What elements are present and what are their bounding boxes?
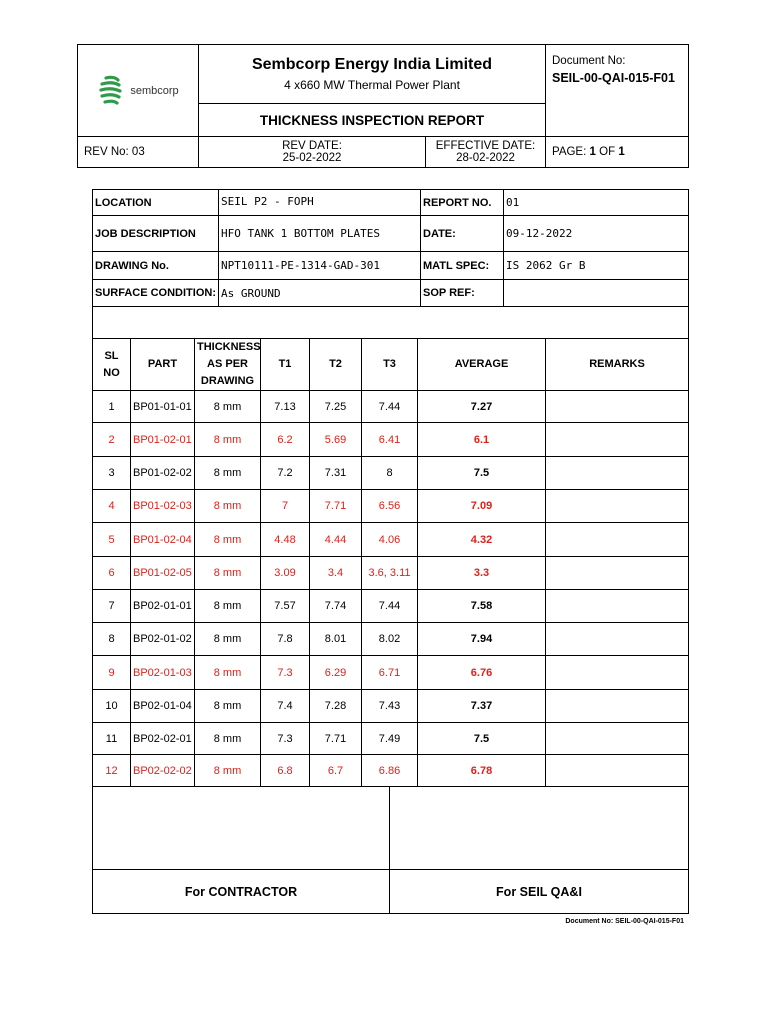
- measurement-table: [92, 338, 689, 787]
- average-cell: 6.78: [418, 755, 546, 787]
- date-value: 09-12-2022: [504, 216, 689, 252]
- thickness-cell: 8 mm: [195, 755, 261, 787]
- thickness-cell: 8 mm: [195, 423, 261, 457]
- table-row: [93, 723, 689, 755]
- surface-condition-value: As GROUND: [219, 280, 421, 307]
- sl-cell: 2: [93, 423, 131, 457]
- sl-cell: 4: [93, 490, 131, 523]
- rev-date-cell: [199, 137, 426, 167]
- t2-cell: 7.31: [310, 457, 362, 490]
- document-no-cell: [546, 45, 689, 137]
- logo-cell: [78, 45, 199, 137]
- table-row: [93, 755, 689, 787]
- rev-no: REV No: 03: [78, 137, 199, 168]
- t2-cell: 5.69: [310, 423, 362, 457]
- average-cell: 7.09: [418, 490, 546, 523]
- sl-cell: 8: [93, 623, 131, 656]
- col-t1: T1: [261, 339, 310, 391]
- thickness-cell: 8 mm: [195, 690, 261, 723]
- sop-ref-label: SOP REF:: [421, 280, 504, 307]
- t2-cell: 7.25: [310, 391, 362, 423]
- t1-cell: 6.2: [261, 423, 310, 457]
- thickness-cell: 8 mm: [195, 557, 261, 590]
- part-cell: BP01-02-04: [131, 523, 195, 557]
- average-cell: 7.5: [418, 723, 546, 755]
- thickness-cell: 8 mm: [195, 523, 261, 557]
- part-cell: BP01-02-01: [131, 423, 195, 457]
- remarks-cell: [546, 391, 689, 423]
- remarks-cell: [546, 423, 689, 457]
- seil-signature-area: [390, 787, 689, 870]
- part-cell: BP01-02-03: [131, 490, 195, 523]
- remarks-cell: [546, 690, 689, 723]
- rev-date: 25-02-2022: [282, 152, 342, 164]
- t1-cell: 7.8: [261, 623, 310, 656]
- t3-cell: 7.44: [362, 391, 418, 423]
- table-row: [93, 690, 689, 723]
- t2-cell: 7.74: [310, 590, 362, 623]
- average-cell: 7.94: [418, 623, 546, 656]
- average-cell: 4.32: [418, 523, 546, 557]
- date-label: DATE:: [421, 216, 504, 252]
- table-row: [93, 391, 689, 423]
- matl-spec-label: MATL SPEC:: [421, 252, 504, 280]
- measurement-rows: [93, 391, 689, 787]
- thickness-cell: 8 mm: [195, 590, 261, 623]
- t3-cell: 8.02: [362, 623, 418, 656]
- document-no-label: Document No:: [552, 55, 626, 67]
- t2-cell: 7.28: [310, 690, 362, 723]
- part-cell: BP02-02-02: [131, 755, 195, 787]
- matl-spec-value: IS 2062 Gr B: [504, 252, 689, 280]
- t2-cell: 3.4: [310, 557, 362, 590]
- sl-cell: 6: [93, 557, 131, 590]
- sl-cell: 9: [93, 656, 131, 690]
- t2-cell: 7.71: [310, 723, 362, 755]
- table-row: [93, 423, 689, 457]
- remarks-cell: [546, 590, 689, 623]
- part-cell: BP02-01-01: [131, 590, 195, 623]
- t2-cell: 8.01: [310, 623, 362, 656]
- average-cell: 6.76: [418, 656, 546, 690]
- report-title: THICKNESS INSPECTION REPORT: [199, 104, 546, 137]
- t1-cell: 7: [261, 490, 310, 523]
- remarks-cell: [546, 656, 689, 690]
- spacer-row: [93, 307, 689, 339]
- location-label: LOCATION: [93, 190, 219, 216]
- job-description-value: HFO TANK 1 BOTTOM PLATES: [219, 216, 421, 252]
- table-row: [93, 523, 689, 557]
- report-no-value: 01: [504, 190, 689, 216]
- t1-cell: 7.4: [261, 690, 310, 723]
- page-indicator: PAGE: 1 OF 1: [546, 137, 689, 168]
- sl-cell: 1: [93, 391, 131, 423]
- sembcorp-logo-icon: [97, 74, 125, 108]
- rev-date-label: REV DATE:: [282, 140, 342, 152]
- effective-date-label: EFFECTIVE DATE:: [435, 140, 536, 152]
- t1-cell: 6.8: [261, 755, 310, 787]
- sl-cell: 5: [93, 523, 131, 557]
- thickness-cell: 8 mm: [195, 457, 261, 490]
- col-sl: SL NO: [93, 339, 131, 391]
- t1-cell: 7.3: [261, 656, 310, 690]
- col-t2: T2: [310, 339, 362, 391]
- info-table: [92, 189, 689, 339]
- remarks-cell: [546, 557, 689, 590]
- part-cell: BP02-02-01: [131, 723, 195, 755]
- remarks-cell: [546, 457, 689, 490]
- company-name: Sembcorp Energy India Limited: [251, 56, 493, 73]
- t3-cell: 6.71: [362, 656, 418, 690]
- sop-ref-value: [504, 280, 689, 307]
- t2-cell: 7.71: [310, 490, 362, 523]
- thickness-cell: 8 mm: [195, 656, 261, 690]
- remarks-cell: [546, 490, 689, 523]
- t1-cell: 7.2: [261, 457, 310, 490]
- t1-cell: 4.48: [261, 523, 310, 557]
- remarks-cell: [546, 755, 689, 787]
- average-cell: 6.1: [418, 423, 546, 457]
- col-remarks: REMARKS: [546, 339, 689, 391]
- signature-table: [92, 786, 689, 914]
- t3-cell: 4.06: [362, 523, 418, 557]
- t3-cell: 7.43: [362, 690, 418, 723]
- contractor-label: For CONTRACTOR: [93, 870, 390, 914]
- t3-cell: 6.41: [362, 423, 418, 457]
- footer-document-no: Document No: SEIL-00-QAI-015-F01: [565, 918, 684, 925]
- plant-name: 4 x660 MW Thermal Power Plant: [284, 78, 460, 92]
- table-row: [93, 590, 689, 623]
- t1-cell: 7.13: [261, 391, 310, 423]
- table-row: [93, 656, 689, 690]
- t2-cell: 4.44: [310, 523, 362, 557]
- t2-cell: 6.7: [310, 755, 362, 787]
- sl-cell: 10: [93, 690, 131, 723]
- sl-cell: 12: [93, 755, 131, 787]
- remarks-cell: [546, 523, 689, 557]
- part-cell: BP01-02-05: [131, 557, 195, 590]
- thickness-cell: 8 mm: [195, 723, 261, 755]
- surface-condition-label: SURFACE CONDITION:: [93, 280, 219, 307]
- company-cell: [199, 45, 546, 104]
- dates-cell: [199, 137, 546, 168]
- drawing-no-label: DRAWING No.: [93, 252, 219, 280]
- average-cell: 7.27: [418, 391, 546, 423]
- document-no: SEIL-00-QAI-015-F01: [552, 71, 675, 85]
- t1-cell: 7.57: [261, 590, 310, 623]
- part-cell: BP02-01-02: [131, 623, 195, 656]
- remarks-cell: [546, 723, 689, 755]
- sembcorp-logo: [84, 74, 192, 108]
- effective-date-cell: [426, 137, 546, 167]
- col-t3: T3: [362, 339, 418, 391]
- table-row: [93, 557, 689, 590]
- sl-cell: 11: [93, 723, 131, 755]
- document-header: [77, 44, 688, 167]
- t3-cell: 3.6, 3.11: [362, 557, 418, 590]
- t3-cell: 7.49: [362, 723, 418, 755]
- col-thickness: THICKNESS AS PER DRAWING: [195, 339, 261, 391]
- average-cell: 7.5: [418, 457, 546, 490]
- average-cell: 3.3: [418, 557, 546, 590]
- col-part: PART: [131, 339, 195, 391]
- part-cell: BP01-01-01: [131, 391, 195, 423]
- t2-cell: 6.29: [310, 656, 362, 690]
- remarks-cell: [546, 623, 689, 656]
- location-value: SEIL P2 - FOPH: [219, 190, 421, 216]
- thickness-cell: 8 mm: [195, 391, 261, 423]
- average-cell: 7.58: [418, 590, 546, 623]
- t3-cell: 7.44: [362, 590, 418, 623]
- t1-cell: 7.3: [261, 723, 310, 755]
- contractor-signature-area: [93, 787, 390, 870]
- table-row: [93, 623, 689, 656]
- sl-cell: 7: [93, 590, 131, 623]
- drawing-no-value: NPT10111-PE-1314-GAD-301: [219, 252, 421, 280]
- t3-cell: 8: [362, 457, 418, 490]
- thickness-cell: 8 mm: [195, 623, 261, 656]
- t3-cell: 6.56: [362, 490, 418, 523]
- t3-cell: 6.86: [362, 755, 418, 787]
- logo-text: sembcorp: [130, 84, 179, 97]
- part-cell: BP02-01-03: [131, 656, 195, 690]
- report-no-label: REPORT NO.: [421, 190, 504, 216]
- column-header-row: [93, 339, 689, 391]
- sl-cell: 3: [93, 457, 131, 490]
- part-cell: BP02-01-04: [131, 690, 195, 723]
- inspection-form: [92, 189, 688, 916]
- thickness-cell: 8 mm: [195, 490, 261, 523]
- part-cell: BP01-02-02: [131, 457, 195, 490]
- t1-cell: 3.09: [261, 557, 310, 590]
- seil-label: For SEIL QA&I: [390, 870, 689, 914]
- average-cell: 7.37: [418, 690, 546, 723]
- col-average: AVERAGE: [418, 339, 546, 391]
- table-row: [93, 490, 689, 523]
- table-row: [93, 457, 689, 490]
- job-description-label: JOB DESCRIPTION: [93, 216, 219, 252]
- effective-date: 28-02-2022: [456, 152, 515, 164]
